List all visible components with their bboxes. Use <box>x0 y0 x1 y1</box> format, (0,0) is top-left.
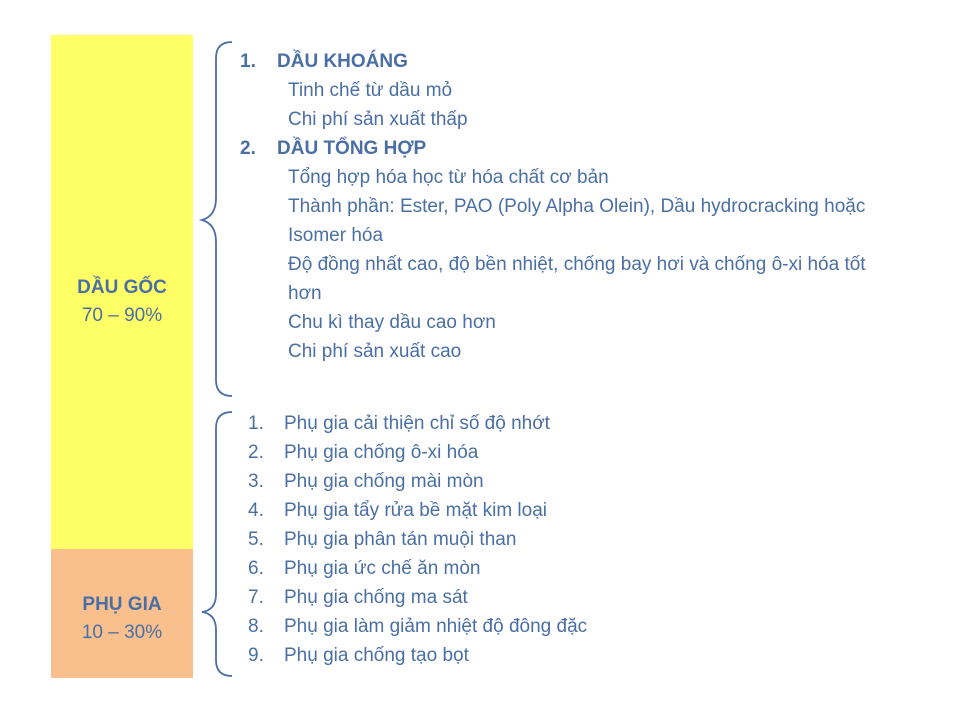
list-item <box>248 525 587 554</box>
additive-label: Phụ gia tẩy rửa bề mặt kim loại <box>284 500 548 521</box>
list-item <box>248 554 587 583</box>
additives-list <box>248 409 587 670</box>
base-oil-label <box>51 274 193 330</box>
list-number: 6. <box>248 558 264 579</box>
list-number: 2. <box>248 442 264 463</box>
list-number: 9. <box>248 645 264 666</box>
list-item: Chi phí sản xuất cao <box>288 341 462 362</box>
additive-label: Phụ gia chống ma sát <box>284 587 468 608</box>
list-item <box>248 467 587 496</box>
additive-label: Phụ gia chống tạo bọt <box>284 645 469 666</box>
additive-block <box>51 549 193 678</box>
list-item: Chu kì thay dầu cao hơn <box>288 312 496 333</box>
list-number: 4. <box>248 500 264 521</box>
base-oil-type-title: DẦU TỔNG HỢP <box>277 138 427 159</box>
base-oil-types-list <box>240 47 898 366</box>
list-number: 3. <box>248 471 264 492</box>
base-oil-brace-icon <box>200 40 240 400</box>
list-item: Chi phí sản xuất thấp <box>288 109 468 130</box>
list-item <box>248 409 587 438</box>
list-number: 1. <box>248 413 264 434</box>
additive-label: Phụ gia phân tán muội than <box>284 529 517 550</box>
list-item: Tổng hợp hóa học từ hóa chất cơ bản <box>288 167 609 188</box>
base-oil-title: DẦU GỐC <box>77 277 167 298</box>
list-number: 1. <box>240 51 256 72</box>
base-oil-type-title: DẦU KHOÁNG <box>277 51 408 72</box>
additive-label: Phụ gia làm giảm nhiệt độ đông đặc <box>284 616 588 637</box>
base-oil-block <box>51 35 193 549</box>
list-number: 8. <box>248 616 264 637</box>
list-item: Tinh chế từ dầu mỏ <box>288 80 453 101</box>
additive-brace-icon <box>200 410 240 682</box>
list-item <box>248 496 587 525</box>
additive-title: PHỤ GIA <box>82 594 162 615</box>
additive-label <box>51 591 193 647</box>
list-item: Độ đồng nhất cao, độ bền nhiệt, chống bay hơi và chống ô-xi hóa tốt hơn <box>288 254 866 304</box>
list-item <box>248 438 587 467</box>
list-number: 7. <box>248 587 264 608</box>
base-oil-type-heading <box>240 47 898 76</box>
base-oil-type-heading <box>240 134 898 163</box>
list-item: Thành phần: Ester, PAO (Poly Alpha Olein), Dầu hydrocracking hoặc Isomer hóa <box>288 196 866 246</box>
additive-label: Phụ gia ức chế ăn mòn <box>284 558 481 579</box>
additive-label: Phụ gia chống ô-xi hóa <box>284 442 479 463</box>
base-oil-range: 70 – 90% <box>81 305 163 326</box>
list-item <box>248 583 587 612</box>
additive-range: 10 – 30% <box>81 622 163 643</box>
list-number: 5. <box>248 529 264 550</box>
list-item <box>248 612 587 641</box>
list-item <box>248 641 587 670</box>
additive-label: Phụ gia cải thiện chỉ số độ nhớt <box>284 413 550 434</box>
additive-label: Phụ gia chống mài mòn <box>284 471 484 492</box>
list-number: 2. <box>240 138 256 159</box>
